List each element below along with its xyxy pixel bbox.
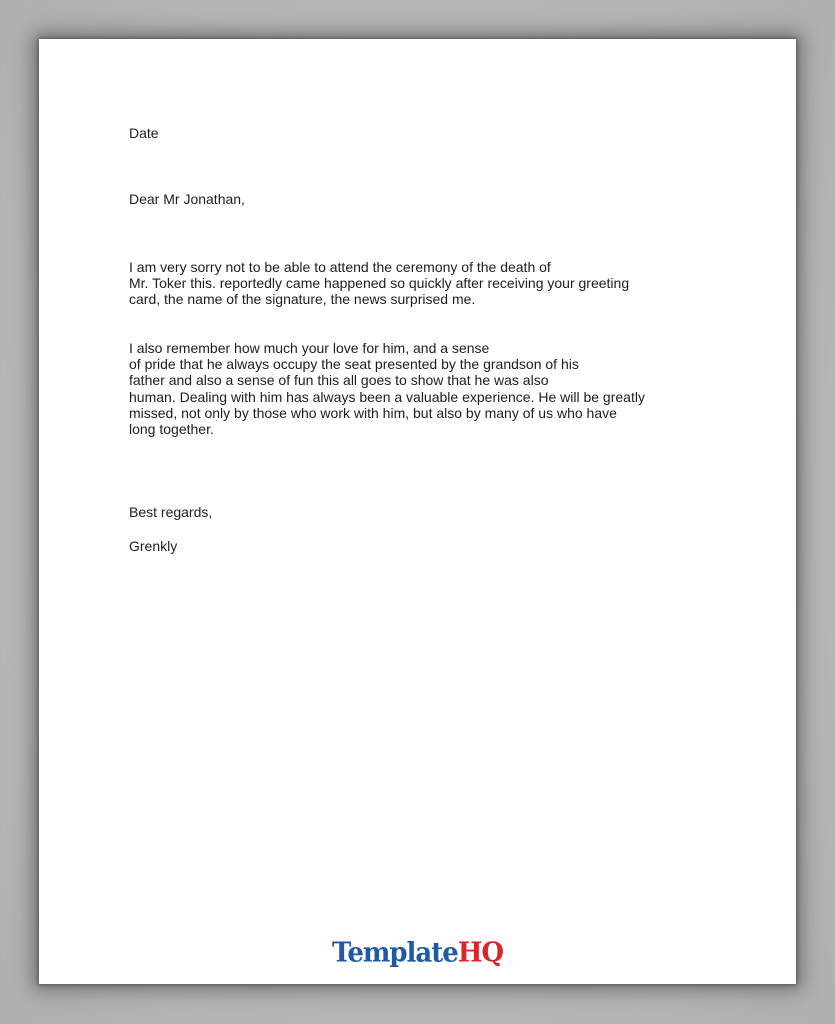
paragraph-line: long together. xyxy=(129,421,214,438)
paragraph-1 xyxy=(129,259,629,308)
signature: Grenkly xyxy=(129,538,178,554)
closing: Best regards, xyxy=(129,504,213,520)
paragraph-line: Mr. Toker this. reportedly came happened so quickly after receiving your greeting xyxy=(129,275,630,292)
date-label: Date xyxy=(129,125,159,141)
paragraph-line: of pride that he always occupy the seat presented by the grandson of his xyxy=(129,356,579,373)
letter-page xyxy=(39,39,796,984)
logo-text-hq: HQ xyxy=(457,937,504,969)
paragraph-line: father and also a sense of fun this all goes to show that he was also xyxy=(129,372,549,389)
paragraph-line: I also remember how much your love for him, and a sense xyxy=(129,340,490,356)
paragraph-2 xyxy=(129,340,645,437)
salutation: Dear Mr Jonathan, xyxy=(129,191,245,207)
paragraph-line: I am very sorry not to be able to attend the ceremony of the death of xyxy=(129,259,551,275)
paragraph-line: human. Dealing with him has always been a valuable experience. He will be greatly xyxy=(129,388,645,405)
paragraph-line: card, the name of the signature, the news surprised me. xyxy=(129,291,476,308)
paragraph-line: missed, not only by those who work with him, but also by many of us who have xyxy=(129,404,617,421)
templatehq-logo xyxy=(39,937,796,969)
logo-text-template: Template xyxy=(331,937,458,969)
